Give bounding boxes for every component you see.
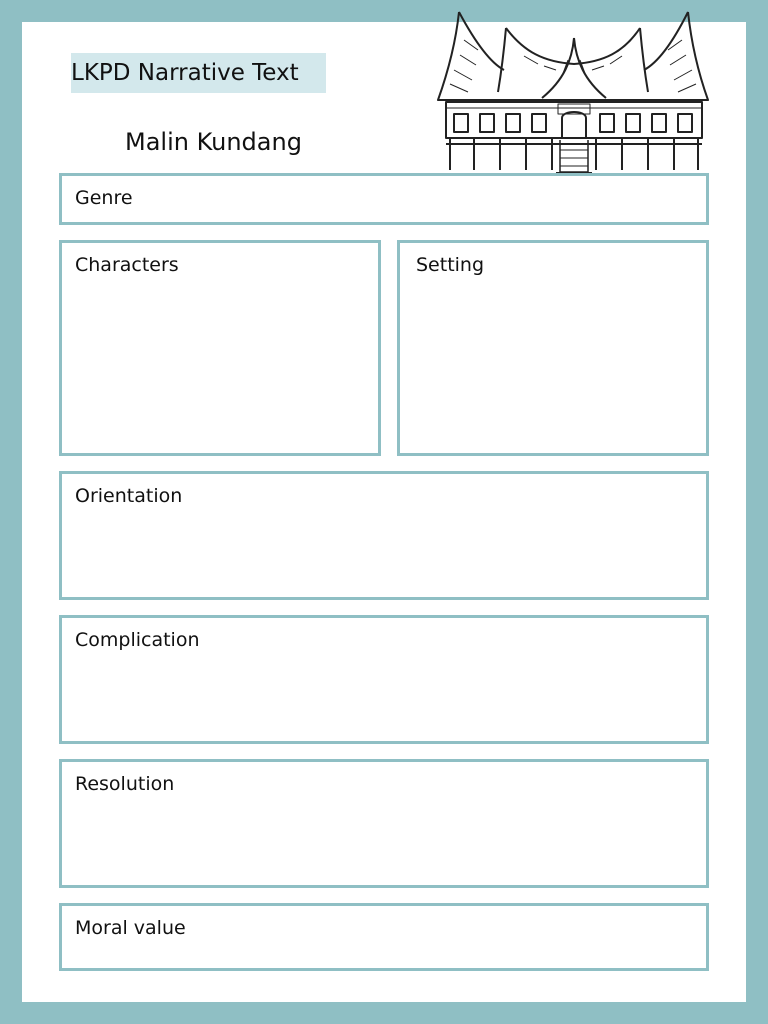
genre-field[interactable] bbox=[59, 173, 709, 225]
genre-label: Genre bbox=[75, 187, 133, 209]
orientation-label: Orientation bbox=[75, 485, 183, 507]
complication-label: Complication bbox=[75, 629, 200, 651]
setting-field[interactable] bbox=[397, 240, 709, 456]
resolution-field[interactable] bbox=[59, 759, 709, 888]
orientation-field[interactable] bbox=[59, 471, 709, 600]
moral-value-label: Moral value bbox=[75, 917, 186, 939]
resolution-label: Resolution bbox=[75, 773, 175, 795]
characters-label: Characters bbox=[75, 254, 179, 276]
moral-value-field[interactable] bbox=[59, 903, 709, 971]
setting-label: Setting bbox=[416, 254, 485, 276]
worksheet-title: LKPD Narrative Text bbox=[71, 53, 326, 93]
characters-field[interactable] bbox=[59, 240, 381, 456]
complication-field[interactable] bbox=[59, 615, 709, 744]
worksheet-page bbox=[22, 22, 746, 1002]
story-title: Malin Kundang bbox=[125, 128, 302, 156]
rumah-gadang-house-icon bbox=[434, 10, 710, 176]
